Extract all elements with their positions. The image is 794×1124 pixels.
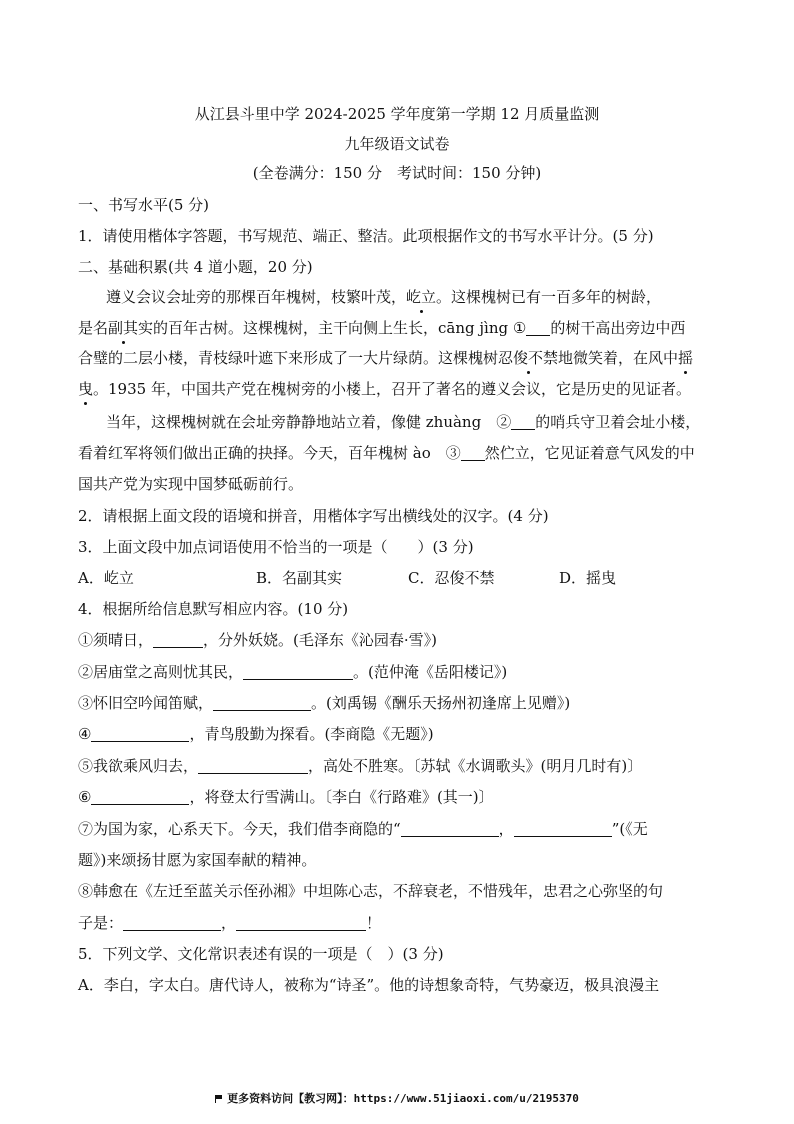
text-span: ，分外妖娆。(毛泽东《沁园春·雪》) bbox=[203, 631, 437, 649]
passage-line-6 bbox=[78, 442, 744, 464]
dotted-word-1: 屹立 bbox=[406, 288, 437, 306]
text-span: 的哨兵守卫着会址小楼， bbox=[535, 413, 701, 431]
answer-blank-4-2[interactable] bbox=[243, 663, 353, 680]
dotted-word-3: 忍俊不禁 bbox=[498, 349, 559, 367]
question-3-options bbox=[78, 567, 744, 589]
answer-blank-4-7a[interactable] bbox=[401, 820, 499, 837]
passage-line-3 bbox=[78, 347, 744, 369]
text-span: ⑥ bbox=[78, 788, 92, 806]
text-span: ④ bbox=[78, 725, 92, 743]
text-span: 当年，这棵槐树就在会址旁静静地站立着，像健 zhuàng ② bbox=[106, 413, 512, 431]
recitation-1 bbox=[78, 629, 744, 651]
dotted-word-4b: 曳 bbox=[78, 380, 94, 398]
text-span: ⑤我欲乘风归去， bbox=[78, 757, 199, 775]
question-3: 3．上面文段中加点词语使用不恰当的一项是（ ）(3 分) bbox=[78, 538, 474, 556]
flag-icon bbox=[215, 1095, 223, 1103]
text-span: 地微笑着，在风中 bbox=[558, 349, 679, 367]
option-c[interactable]: C．忍俊不禁 bbox=[408, 569, 495, 587]
text-span: 。1935 年，中国共产党在槐树旁的小楼上，召开了著名的遵义会议，它是历史的见证者。 bbox=[93, 380, 691, 398]
text-span: ， bbox=[498, 820, 514, 838]
text-span: 遵义会议会址旁的那棵百年槐树，枝繁叶茂， bbox=[106, 288, 407, 306]
text-span: ⑦为国为家，心系天下。今天，我们借李商隐的“ bbox=[78, 820, 401, 838]
question-4: 4．根据所给信息默写相应内容。(10 分) bbox=[78, 600, 349, 618]
section2-heading: 二、基础积累(共 4 道小题，20 分) bbox=[78, 258, 313, 276]
recitation-3 bbox=[78, 692, 744, 714]
dotted-word-4a: 摇 bbox=[678, 349, 694, 367]
text-span: 是 bbox=[78, 319, 94, 337]
recitation-7 bbox=[78, 818, 744, 840]
text-span: 然伫立，它见证着意气风发的中 bbox=[484, 444, 695, 462]
option-d[interactable]: D．摇曳 bbox=[559, 569, 617, 587]
question-2: 2．请根据上面文段的语境和拼音，用楷体字写出横线处的汉字。(4 分) bbox=[78, 507, 549, 525]
text-span: 的树干高出旁边中西 bbox=[550, 319, 686, 337]
answer-blank-4-5[interactable] bbox=[198, 757, 308, 774]
answer-blank-4-8b[interactable] bbox=[236, 914, 366, 931]
answer-blank-4-1[interactable] bbox=[153, 631, 203, 648]
exam-info: (全卷满分：150 分 考试时间：150 分钟) bbox=[252, 164, 542, 182]
footer bbox=[0, 1090, 794, 1106]
text-span: ③怀旧空吟闻笛赋， bbox=[78, 694, 214, 712]
recitation-6 bbox=[78, 786, 744, 808]
passage-line-1 bbox=[106, 286, 744, 308]
answer-blank-4-4[interactable] bbox=[91, 725, 189, 742]
answer-blank-4-3[interactable] bbox=[213, 694, 311, 711]
text-span: 子是： bbox=[78, 914, 124, 932]
recitation-8-cont bbox=[78, 912, 744, 934]
recitation-7-cont: 题》)来颂扬甘愿为家国奉献的精神。 bbox=[78, 851, 317, 869]
answer-blank-4-7b[interactable] bbox=[514, 820, 612, 837]
passage-line-5 bbox=[106, 411, 744, 433]
text-span: 看着红军将领们做出正确的抉择。今天，百年槐树 ào ③ bbox=[78, 444, 461, 462]
text-span: ， bbox=[221, 914, 237, 932]
text-span: ！ bbox=[366, 914, 382, 932]
footer-link[interactable]: 更多资料访问【教习网】：https://www.51jiaoxi.com/u/2195370 bbox=[227, 1092, 579, 1105]
passage-line-7: 国共产党为实现中国梦砥砺前行。 bbox=[78, 475, 304, 493]
passage-line-2 bbox=[78, 317, 744, 339]
text-span: 。(范仲淹《岳阳楼记》) bbox=[353, 663, 508, 681]
passage-line-4 bbox=[78, 378, 744, 400]
answer-blank-4-8a[interactable] bbox=[123, 914, 221, 931]
answer-blank-3[interactable] bbox=[461, 444, 485, 461]
dotted-word-2: 名副其实 bbox=[93, 319, 154, 337]
text-span: ①须晴日， bbox=[78, 631, 154, 649]
exam-subtitle: 九年级语文试卷 bbox=[344, 135, 450, 153]
text-span: 。这棵槐树已有一百多年的树龄， bbox=[436, 288, 662, 306]
text-span: ②居庙堂之高则忧其民， bbox=[78, 663, 244, 681]
question-5-option-a: A．李白，字太白。唐代诗人，被称为“诗圣”。他的诗想象奇特，气势豪迈，极具浪漫主 bbox=[78, 976, 660, 994]
text-span: 。(刘禹锡《酬乐天扬州初逢席上见赠》) bbox=[311, 694, 571, 712]
recitation-2 bbox=[78, 661, 744, 683]
recitation-5 bbox=[78, 755, 744, 777]
question-5: 5．下列文学、文化常识表述有误的一项是（ ）(3 分) bbox=[78, 945, 444, 963]
recitation-4 bbox=[78, 723, 744, 745]
text-span: 的百年古树。这棵槐树，主干向侧上生长，cāng jìng ① bbox=[153, 319, 527, 337]
question-1: 1．请使用楷体字答题，书写规范、端正、整洁。此项根据作文的书写水平计分。(5 分) bbox=[78, 227, 654, 245]
section1-heading: 一、书写水平(5 分) bbox=[78, 196, 210, 214]
text-span: 合璧的二层小楼，青枝绿叶遮下来形成了一大片绿荫。这棵槐树 bbox=[78, 349, 499, 367]
option-a[interactable]: A．屹立 bbox=[78, 569, 134, 587]
answer-blank-1[interactable] bbox=[526, 319, 550, 336]
text-span: ，青鸟殷勤为探看。(李商隐《无题》) bbox=[189, 725, 434, 743]
text-span: ，将登太行雪满山。〔李白《行路难》(其一)〕 bbox=[189, 788, 494, 806]
option-b[interactable]: B．名副其实 bbox=[256, 569, 343, 587]
answer-blank-2[interactable] bbox=[511, 413, 535, 430]
text-span: ”(《无 bbox=[611, 820, 648, 838]
answer-blank-4-6[interactable] bbox=[91, 788, 189, 805]
text-span: ，高处不胜寒。〔苏轼《水调歌头》(明月几时有)〕 bbox=[308, 757, 643, 775]
exam-title: 从江县斗里中学 2024-2025 学年度第一学期 12 月质量监测 bbox=[194, 105, 600, 123]
recitation-8: ⑧韩愈在《左迁至蓝关示侄孙湘》中坦陈心志，不辞衰老，不惜残年，忠君之心弥坚的句 bbox=[78, 882, 664, 900]
